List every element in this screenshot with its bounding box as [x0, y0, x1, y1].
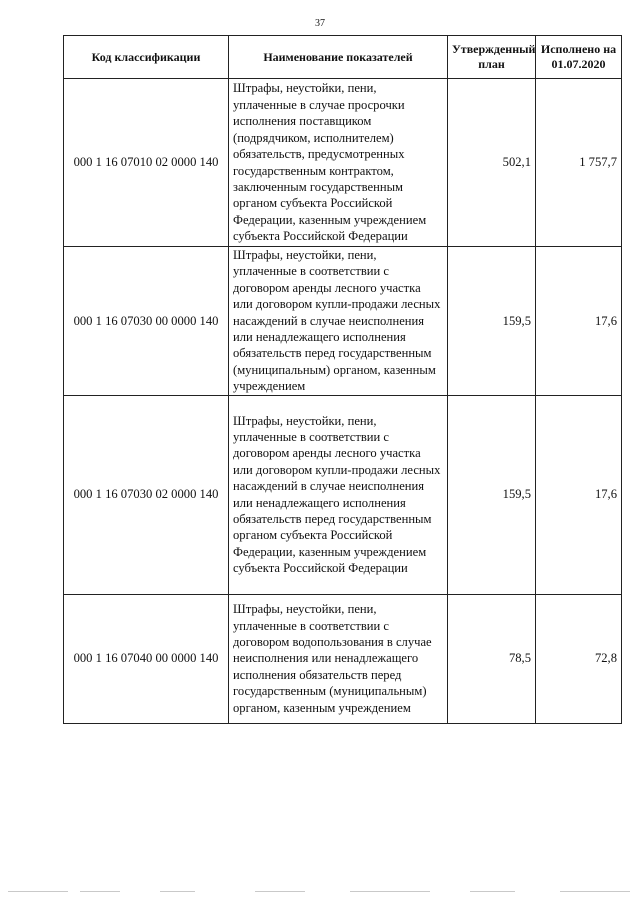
row-plan: 159,5: [448, 395, 536, 594]
scan-mark: [80, 891, 120, 892]
row-name: Штрафы, неустойки, пени, уплаченные в соответствии с договором водопользования в случае неисполнения или ненадлежащего исполнения обязательств перед государственным (муниципальным) органом, казенным учреждением: [229, 594, 448, 723]
table-row: [64, 79, 622, 247]
row-code: 000 1 16 07030 00 0000 140: [64, 247, 229, 396]
scan-mark: [255, 891, 305, 892]
scan-mark: [470, 891, 515, 892]
row-plan: 159,5: [448, 247, 536, 396]
scan-mark: [560, 891, 630, 892]
row-code: 000 1 16 07030 02 0000 140: [64, 395, 229, 594]
scan-mark: [160, 891, 195, 892]
row-executed: 17,6: [536, 395, 622, 594]
page-number: 37: [315, 18, 325, 29]
row-executed: 1 757,7: [536, 79, 622, 247]
row-code: 000 1 16 07040 00 0000 140: [64, 594, 229, 723]
header-executed: Исполнено на 01.07.2020: [536, 36, 622, 79]
table-row: [64, 594, 622, 723]
row-name: Штрафы, неустойки, пени, уплаченные в соответствии с договором аренды лесного участка или договором купли-продажи лесных насаждений в случае неисполнения или ненадлежащего исполнения обязательств перед государственным (муниципальным) органом, казенным учреждением: [229, 247, 448, 396]
row-plan: 78,5: [448, 594, 536, 723]
row-plan: 502,1: [448, 79, 536, 247]
header-code: Код классификации: [64, 36, 229, 79]
row-code: 000 1 16 07010 02 0000 140: [64, 79, 229, 247]
scan-artifact-strip: [0, 889, 640, 895]
row-executed: 17,6: [536, 247, 622, 396]
header-name: Наименование показателей: [229, 36, 448, 79]
row-name: Штрафы, неустойки, пени, уплаченные в соответствии с договором аренды лесного участка или договором купли-продажи лесных насаждений в случае неисполнения или ненадлежащего исполнения обязательств перед государственным органом субъекта Российской Федерации, казенным учреждением субъекта Российской Федерации: [229, 395, 448, 594]
table-row: [64, 395, 622, 594]
table-header-row: [64, 36, 622, 79]
row-executed: 72,8: [536, 594, 622, 723]
row-name: Штрафы, неустойки, пени, уплаченные в случае просрочки исполнения поставщиком (подрядчиком, исполнителем) обязательств, предусмотренных государственным контрактом, заключенным государственным органом субъекта Российской Федерации, казенным учреждением субъекта Российской Федерации: [229, 79, 448, 247]
table-row: [64, 247, 622, 396]
scan-mark: [8, 891, 68, 892]
header-plan: Утвержденный план: [448, 36, 536, 79]
budget-table: [63, 35, 622, 724]
scan-mark: [350, 891, 430, 892]
